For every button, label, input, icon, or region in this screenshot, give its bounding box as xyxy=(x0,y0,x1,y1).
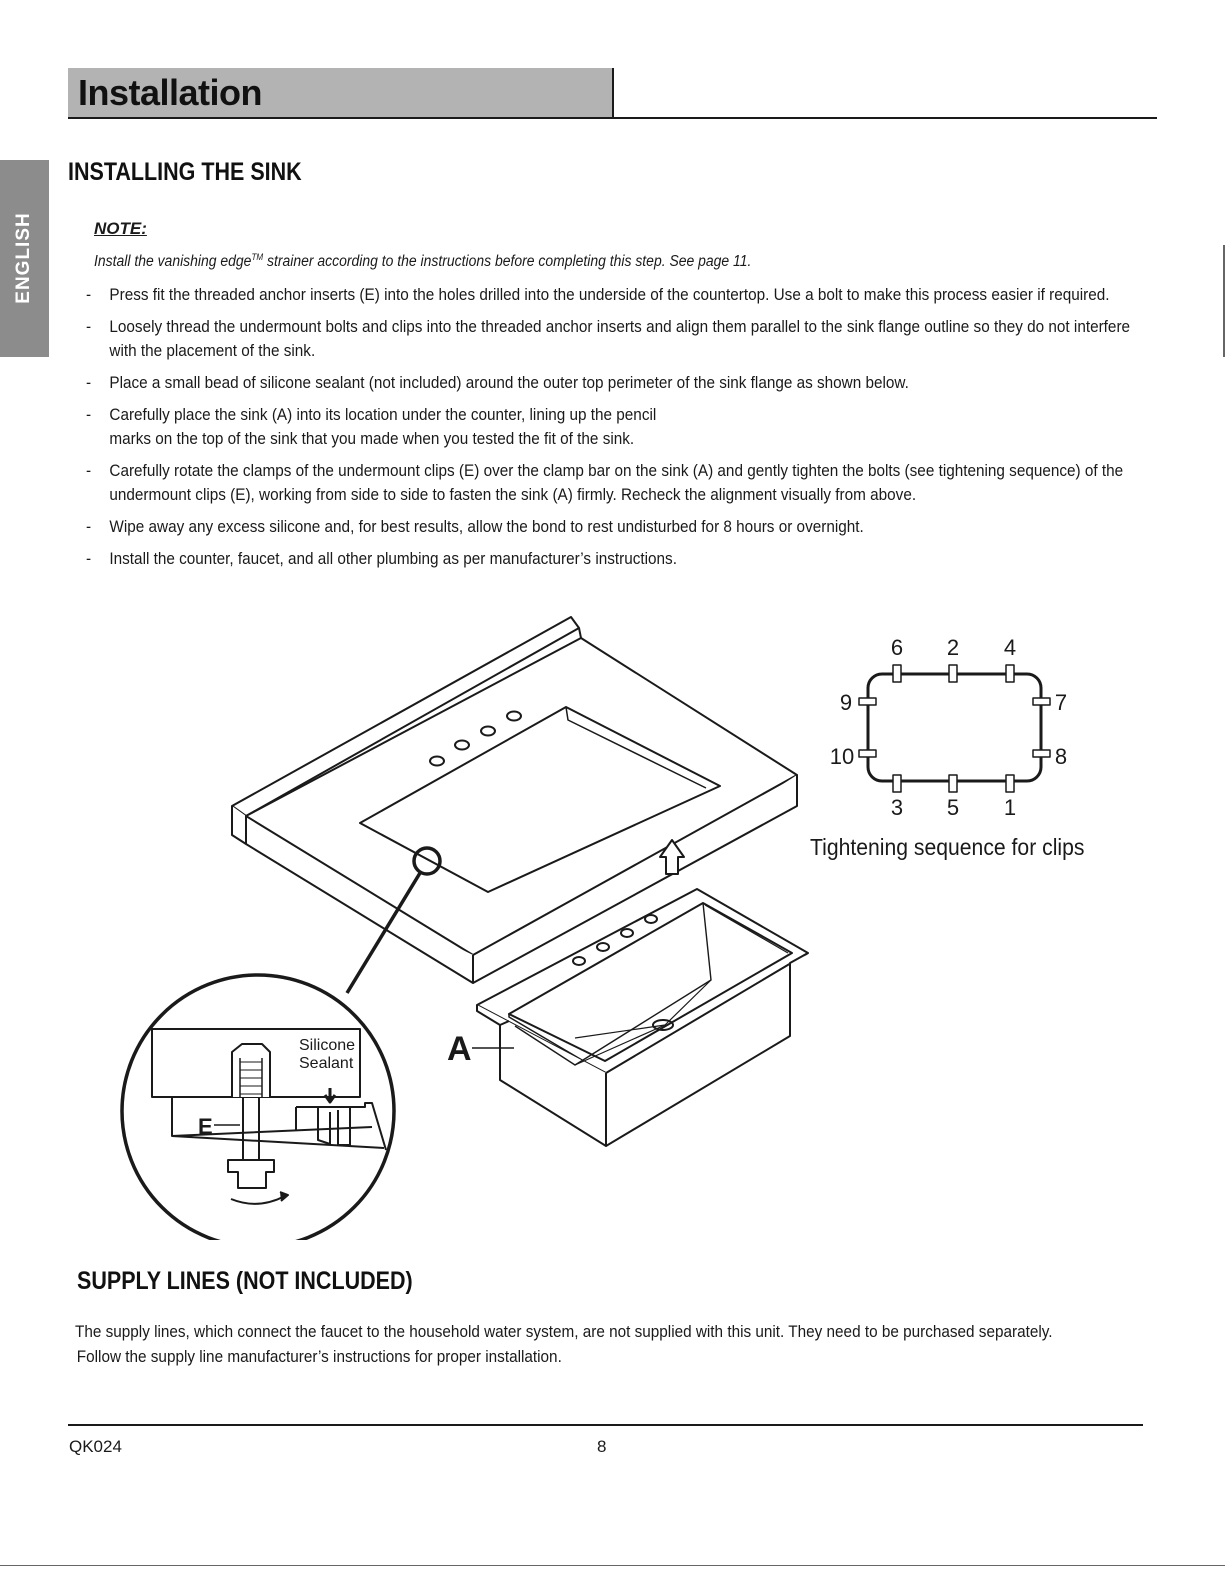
sequence-number: 1 xyxy=(1003,795,1017,820)
steps-list xyxy=(86,283,1216,579)
page-number: 8 xyxy=(597,1437,607,1456)
note-label: NOTE: xyxy=(94,219,147,238)
header-rule xyxy=(68,117,1157,119)
sequence-number: 3 xyxy=(890,795,904,820)
step-text: Install the counter, faucet, and all other plumbing as per manufacturer’s instructions. xyxy=(109,549,677,568)
step-text: Loosely thread the undermount bolts and clips into the threaded anchor inserts and align them parallel to the sink flange outline so they do not interfere with the placement of the sink. xyxy=(109,317,1131,360)
label-a: A xyxy=(447,1030,472,1068)
step-text: Place a small bead of silicone sealant (not included) around the outer top perimeter of the sink flange as shown below. xyxy=(109,373,909,392)
supply-lines-line: The supply lines, which connect the faucet to the household water system, are not supplied with this unit. They need to be purchased separately. xyxy=(75,1322,1053,1341)
step-item: - Press fit the threaded anchor inserts (E) into the holes drilled into the underside of the countertop. Use a bolt to make this process easier if required. xyxy=(86,285,1110,304)
model-number: QK024 xyxy=(69,1437,122,1456)
step-text: Press fit the threaded anchor inserts (E) into the holes drilled into the underside of the countertop. Use a bolt to make this process easier if required. xyxy=(109,285,1110,304)
supply-lines-text xyxy=(75,1319,1146,1369)
language-tab xyxy=(0,160,49,357)
step-item: - Install the counter, faucet, and all other plumbing as per manufacturer’s instructions. xyxy=(86,549,677,568)
step-text: Carefully rotate the clamps of the undermount clips (E) over the clamp bar on the sink (A) and gently tighten the bolts (see tightening sequence) of the undermount clips (E), working from side to side to fasten the sink (A) firmly. Recheck the alignment visually from above. xyxy=(109,461,1124,504)
sequence-number: 7 xyxy=(1054,690,1068,715)
silicone-label-line2: Sealant xyxy=(299,1055,354,1072)
tightening-sequence-diagram xyxy=(859,665,1050,792)
step-text: Wipe away any excess silicone and, for best results, allow the bond to rest undisturbed for 8 hours or overnight. xyxy=(109,517,864,536)
section-heading-supply-lines: SUPPLY LINES (NOT INCLUDED) xyxy=(77,1267,413,1295)
sequence-number: 6 xyxy=(890,635,904,660)
header-bar xyxy=(68,68,614,118)
note-text-start: Install the vanishing edge xyxy=(94,253,252,271)
sink-illustration xyxy=(477,889,808,1146)
footer-rule xyxy=(68,1424,1143,1426)
step-item: - Carefully rotate the clamps of the undermount clips (E) over the clamp bar on the sink (A) and gently tighten the bolts (see tightening sequence) of the undermount clips (E), working from side to side to fasten the sink (A) firmly. Recheck the alignment visually from above. xyxy=(86,461,1124,504)
step-item: - Wipe away any excess silicone and, for best results, allow the bond to rest undisturbed for 8 hours or overnight. xyxy=(86,517,864,536)
note-text xyxy=(94,252,751,271)
step-item: - Place a small bead of silicone sealant (not included) around the outer top perimeter of the sink flange as shown below. xyxy=(86,373,909,392)
label-e: E xyxy=(198,1114,213,1139)
note-text-end: strainer according to the instructions before completing this step. See page 11. xyxy=(263,253,752,271)
sequence-number: 2 xyxy=(946,635,960,660)
sequence-caption: Tightening sequence for clips xyxy=(810,834,1085,860)
sequence-number: 4 xyxy=(1003,635,1017,660)
trademark-mark: TM xyxy=(251,252,264,262)
bottom-edge-rule xyxy=(0,1565,1225,1566)
sequence-number: 10 xyxy=(829,744,855,769)
step-item: - Loosely thread the undermount bolts and clips into the threaded anchor inserts and align them parallel to the sink flange outline so they do not interfere with the placement of the sink. xyxy=(86,317,1131,360)
section-heading-installing-sink: INSTALLING THE SINK xyxy=(68,158,302,186)
silicone-label-line1: Silicone xyxy=(299,1037,356,1054)
language-tab-label: ENGLISH xyxy=(13,212,34,304)
supply-lines-line: Follow the supply line manufacturer’s instructions for proper installation. xyxy=(76,1347,562,1366)
step-text: Carefully place the sink (A) into its location under the counter, lining up the pencil marks on the top of the sink that you made when you tested the fit of the sink. xyxy=(109,405,657,448)
page-title: Installation xyxy=(78,72,263,113)
step-item: - Carefully place the sink (A) into its location under the counter, lining up the pencil marks on the top of the sink that you made when you tested the fit of the sink. xyxy=(86,405,657,448)
installation-diagram xyxy=(0,600,1225,1240)
sequence-number: 8 xyxy=(1054,744,1068,769)
sequence-number: 5 xyxy=(946,795,960,820)
sequence-number: 9 xyxy=(839,690,853,715)
